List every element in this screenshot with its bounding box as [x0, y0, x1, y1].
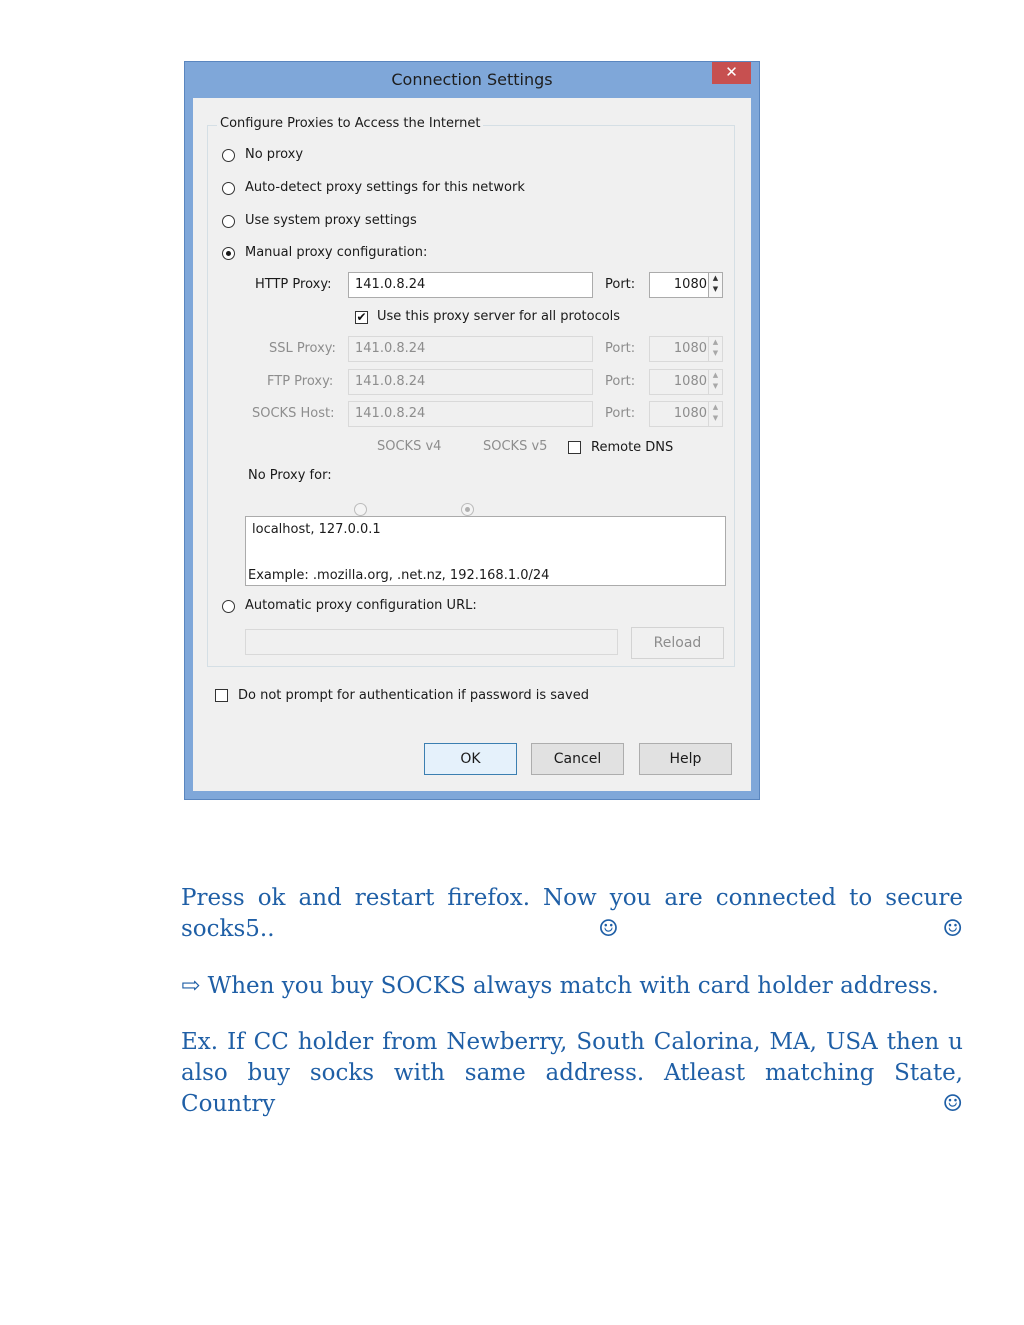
spin-arrows-icon[interactable]: ▲ ▼ [708, 273, 722, 297]
no-prompt-checkbox[interactable] [215, 689, 228, 702]
group-title: Configure Proxies to Access the Internet [217, 116, 483, 131]
auto-url-radio[interactable] [222, 600, 235, 613]
instruction-paragraph: Press ok and restart firefox. Now you are connected to secure socks5.. ☺ ☺ [181, 885, 963, 942]
radio-selected-dot [226, 251, 231, 256]
spin-arrows-icon[interactable]: ▲ ▼ [708, 337, 722, 361]
socks-port-label: Port: [605, 406, 636, 421]
ftp-proxy-label: FTP Proxy: [267, 374, 334, 389]
example-paragraph: Ex. If CC holder from Newberry, South Calorina, MA, USA then u also buy socks with same address. Atleast matching State, Country ☺ [181, 1029, 963, 1117]
ftp-port-label: Port: [605, 374, 636, 389]
socks-v4-radio[interactable] [354, 503, 367, 516]
http-proxy-input[interactable]: 141.0.8.24 [348, 272, 593, 298]
socks-host-label: SOCKS Host: [252, 406, 335, 421]
cancel-button[interactable]: Cancel [531, 743, 624, 775]
auto-url-input[interactable] [245, 629, 618, 655]
no-proxy-example: Example: .mozilla.org, .net.nz, 192.168.1.0/24 [248, 568, 550, 583]
http-port-stepper[interactable] [649, 272, 723, 298]
http-port-value: 1080 [673, 277, 707, 292]
no-proxy-for-textarea[interactable]: localhost, 127.0.0.1 [245, 516, 726, 586]
socks-host-input[interactable]: 141.0.8.24 [348, 401, 593, 427]
ssl-port-label: Port: [605, 341, 636, 356]
checkmark-icon: ✔ [356, 310, 367, 324]
reload-button[interactable]: Reload [631, 627, 724, 659]
dialog-title: Connection Settings [391, 70, 553, 89]
ssl-port-value: 1080 [673, 341, 707, 356]
close-icon[interactable]: ✕ [712, 62, 751, 84]
spin-arrows-icon[interactable]: ▲ ▼ [708, 370, 722, 394]
radio-selected-dot [465, 507, 470, 512]
socks-v4-label[interactable]: SOCKS v4 [377, 439, 442, 454]
http-port-label: Port: [605, 277, 636, 292]
use-for-all-checkbox[interactable] [355, 311, 368, 324]
ssl-port-stepper[interactable] [649, 336, 723, 362]
connection-settings-dialog [184, 61, 760, 800]
ftp-port-stepper[interactable] [649, 369, 723, 395]
http-proxy-label: HTTP Proxy: [255, 277, 332, 292]
socks-v5-radio[interactable] [461, 503, 474, 516]
socks-port-value: 1080 [673, 406, 707, 421]
no-prompt-label[interactable]: Do not prompt for authentication if password is saved [238, 688, 589, 703]
system-proxy-radio[interactable] [222, 215, 235, 228]
socks-v5-label[interactable]: SOCKS v5 [483, 439, 548, 454]
socks-tip-paragraph [181, 971, 963, 1002]
auto-detect-radio[interactable] [222, 182, 235, 195]
arrow-icon: ⇨ [181, 973, 201, 999]
auto-url-label[interactable]: Automatic proxy configuration URL: [245, 598, 477, 613]
socks-port-stepper[interactable] [649, 401, 723, 427]
no-proxy-label[interactable]: No proxy [245, 147, 304, 162]
help-button[interactable]: Help [639, 743, 732, 775]
remote-dns-label[interactable]: Remote DNS [591, 440, 674, 455]
manual-proxy-radio[interactable] [222, 247, 235, 260]
spin-arrows-icon[interactable]: ▲ ▼ [708, 402, 722, 426]
ssl-proxy-label: SSL Proxy: [269, 341, 336, 356]
remote-dns-checkbox[interactable] [568, 441, 581, 454]
ok-button[interactable]: OK [424, 743, 517, 775]
manual-proxy-label[interactable]: Manual proxy configuration: [245, 245, 428, 260]
system-proxy-label[interactable]: Use system proxy settings [245, 213, 417, 228]
ftp-proxy-input[interactable]: 141.0.8.24 [348, 369, 593, 395]
socks-tip-text: When you buy SOCKS always match with card holder address. [207, 973, 939, 999]
no-proxy-for-label: No Proxy for: [248, 468, 332, 483]
auto-detect-label[interactable]: Auto-detect proxy settings for this network [245, 180, 525, 195]
no-proxy-radio[interactable] [222, 149, 235, 162]
use-for-all-label[interactable]: Use this proxy server for all protocols [377, 309, 621, 324]
dialog-body [193, 98, 751, 791]
ftp-port-value: 1080 [673, 374, 707, 389]
ssl-proxy-input[interactable]: 141.0.8.24 [348, 336, 593, 362]
